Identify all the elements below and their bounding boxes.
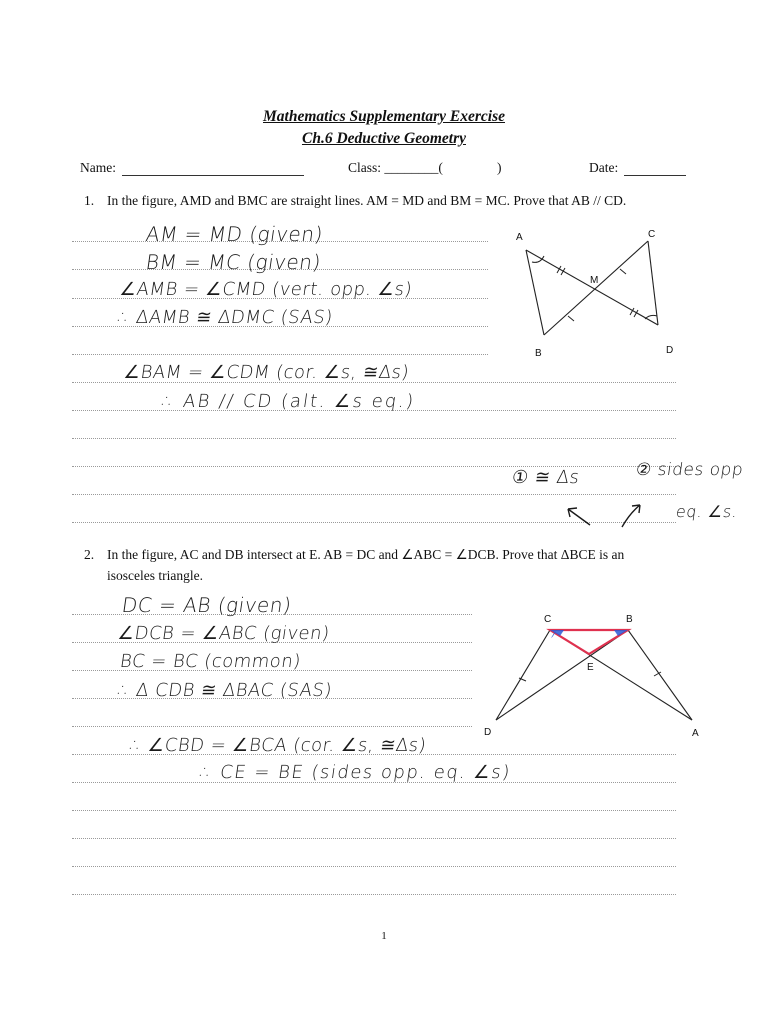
q1-step-4: ∴ ΔAMB ≅ ΔDMC (SAS) (116, 307, 335, 328)
q2-step-2: ∠DCB = ∠ABC (given) (116, 623, 332, 644)
q1-answer-line (72, 438, 676, 439)
q1-label-d: D (666, 345, 674, 356)
q2-step-5: ∴ ∠CBD = ∠BCA (cor. ∠s, ≅Δs) (128, 735, 428, 756)
q2-label-c: C (544, 614, 552, 625)
q2-label-d: D (484, 727, 492, 738)
q2-step-6: ∴ CE = BE (sides opp. eq. ∠s) (198, 762, 513, 783)
name-blank[interactable] (122, 175, 304, 176)
q1-note-1: ① ≅ Δs (510, 467, 581, 488)
q2-number: 2. (84, 547, 95, 562)
q2-text-line-2: isosceles triangle. (107, 568, 203, 583)
page-number: 1 (381, 930, 387, 942)
q2-text-line-1: In the figure, AC and DB intersect at E. AB = DC and ∠ABC = ∠DCB. Prove that ΔBCE is an (107, 547, 625, 562)
q1-label-a: A (516, 232, 523, 243)
q1-answer-line (72, 354, 488, 355)
q2-label-e: E (587, 662, 594, 673)
q2-label-a: A (692, 728, 699, 738)
q1-note-3: eq. ∠s. (674, 502, 739, 521)
q2-step-3: BC = BC (common) (118, 651, 303, 672)
q1-note-2: ② sides opp (634, 460, 745, 480)
q2-label-b: B (626, 614, 633, 625)
q1-step-6: ∴ AB // CD (alt. ∠s eq.) (160, 391, 417, 412)
worksheet-subtitle: Ch.6 Deductive Geometry (301, 130, 466, 147)
q2-answer-line (72, 726, 472, 727)
worksheet-title: Mathematics Supplementary Exercise (263, 108, 505, 125)
date-label: Date: (589, 160, 619, 175)
q1-label-b: B (535, 348, 542, 359)
q1-step-2: BM = MC (given) (144, 250, 323, 274)
q1-note-arrows (560, 495, 650, 535)
q1-step-3: ∠AMB = ∠CMD (vert. opp. ∠s) (118, 279, 414, 300)
q1-step-1: AM = MD (given) (144, 222, 325, 246)
q2-answer-line (72, 866, 676, 867)
q2-answer-line (72, 810, 676, 811)
q1-label-c: C (648, 229, 656, 240)
name-label: Name: (80, 160, 116, 175)
q2-answer-line (72, 894, 676, 895)
q1-number: 1. (84, 193, 95, 208)
q1-label-m: M (590, 275, 599, 286)
q1-text: In the figure, AMD and BMC are straight lines. AM = MD and BM = MC. Prove that AB // CD. (107, 193, 627, 208)
q2-step-4: ∴ Δ CDB ≅ ΔBAC (SAS) (116, 680, 334, 701)
class-close-paren: ) (497, 160, 502, 175)
date-blank[interactable] (624, 175, 686, 176)
q2-figure (482, 608, 712, 738)
q1-step-5: ∠BAM = ∠CDM (cor. ∠s, ≅Δs) (122, 362, 411, 383)
q1-answer-line (72, 466, 676, 467)
q2-answer-line (72, 838, 676, 839)
q1-figure (510, 225, 680, 365)
class-label: Class: ________( (348, 160, 443, 175)
q2-step-1: DC = AB (given) (120, 593, 294, 617)
